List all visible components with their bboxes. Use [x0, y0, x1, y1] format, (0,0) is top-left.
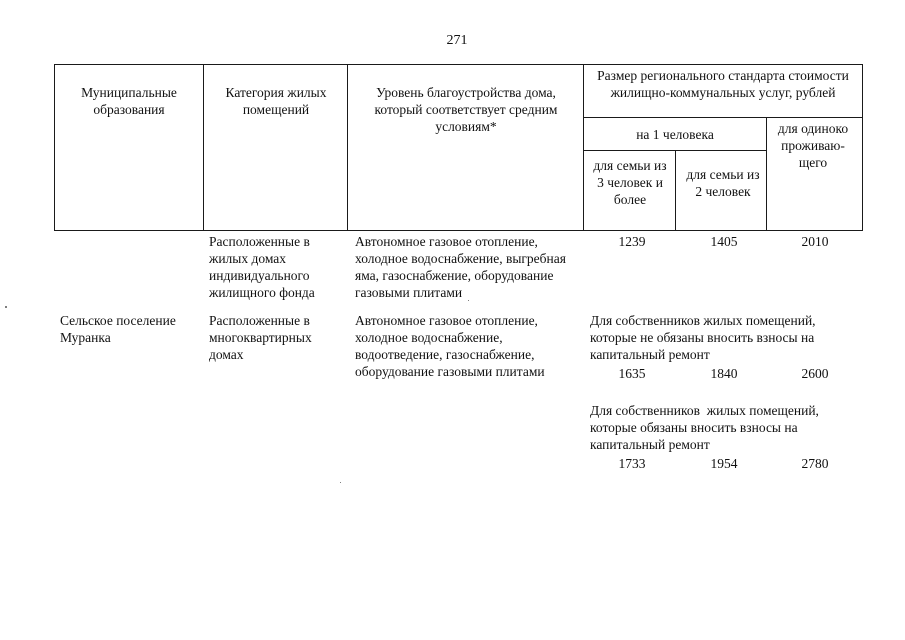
col-divider-3: [583, 64, 584, 231]
row2-group2-note: Для собственников жилых помещений, которые обязаны вносить взносы на капитальный ремонт: [590, 403, 823, 452]
row2-category: Расположенные в многоквартирных домах: [209, 313, 312, 362]
row2-amenity-level: Автономное газовое отопление, холодное водоснабжение, водоотведение, газоснабжение, оборудование газовыми плитами: [355, 313, 545, 379]
header-amenity-level: Уровень благоустройства дома, который соответствует средним условиям*: [374, 85, 558, 134]
table-border-left: [54, 64, 55, 231]
table-border-bottom: [54, 230, 863, 231]
col-divider-1: [203, 64, 204, 231]
col-divider-family: [675, 150, 676, 231]
row1-value-family-2: 1405: [710, 234, 738, 249]
subheader-line-1: [583, 117, 863, 118]
row2-group1-value-family-2: 1840: [710, 366, 738, 381]
scan-speck: [5, 306, 7, 308]
table-border-top: [54, 64, 863, 65]
row2-group1-value-single: 2600: [801, 366, 829, 381]
header-municipality: Муниципальные образования: [81, 85, 177, 117]
row1-value-single: 2010: [801, 234, 829, 249]
col-divider-single: [766, 117, 767, 231]
row1-amenity-level: Автономное газовое отопление, холодное водоснабжение, выгребная яма, газоснабжение, оборудование газовыми плитами: [355, 234, 566, 300]
scan-speck: [340, 482, 341, 483]
table-border-right: [862, 64, 863, 231]
row2-group1-value-family-3plus: 1635: [618, 366, 646, 381]
header-family-3plus: для семьи из 3 человек и более: [593, 158, 667, 207]
header-standard-size: Размер регионального стандарта стоимости жилищно-коммунальных услуг, рублей: [597, 68, 849, 100]
row2-group2-value-family-2: 1954: [710, 456, 738, 471]
row2-group2-value-single: 2780: [801, 456, 829, 471]
header-family-2: для семьи из 2 человек: [686, 167, 760, 199]
row1-category: Расположенные в жилых домах индивидуального жилищного фонда: [209, 234, 315, 300]
col-divider-2: [347, 64, 348, 231]
row2-group2-value-family-3plus: 1733: [618, 456, 646, 471]
header-single: для одиноко проживаю-щего: [777, 121, 849, 170]
scan-speck: [468, 300, 469, 301]
row2-group1-note: Для собственников жилых помещений, которые не обязаны вносить взносы на капитальный ремонт: [590, 313, 816, 362]
row1-value-family-3plus: 1239: [618, 234, 646, 249]
page-number: 271: [446, 33, 468, 48]
row2-municipality: Сельское поселение Муранка: [60, 313, 176, 345]
header-per-person: на 1 человека: [636, 127, 714, 142]
header-category: Категория жилых помещений: [225, 85, 327, 117]
